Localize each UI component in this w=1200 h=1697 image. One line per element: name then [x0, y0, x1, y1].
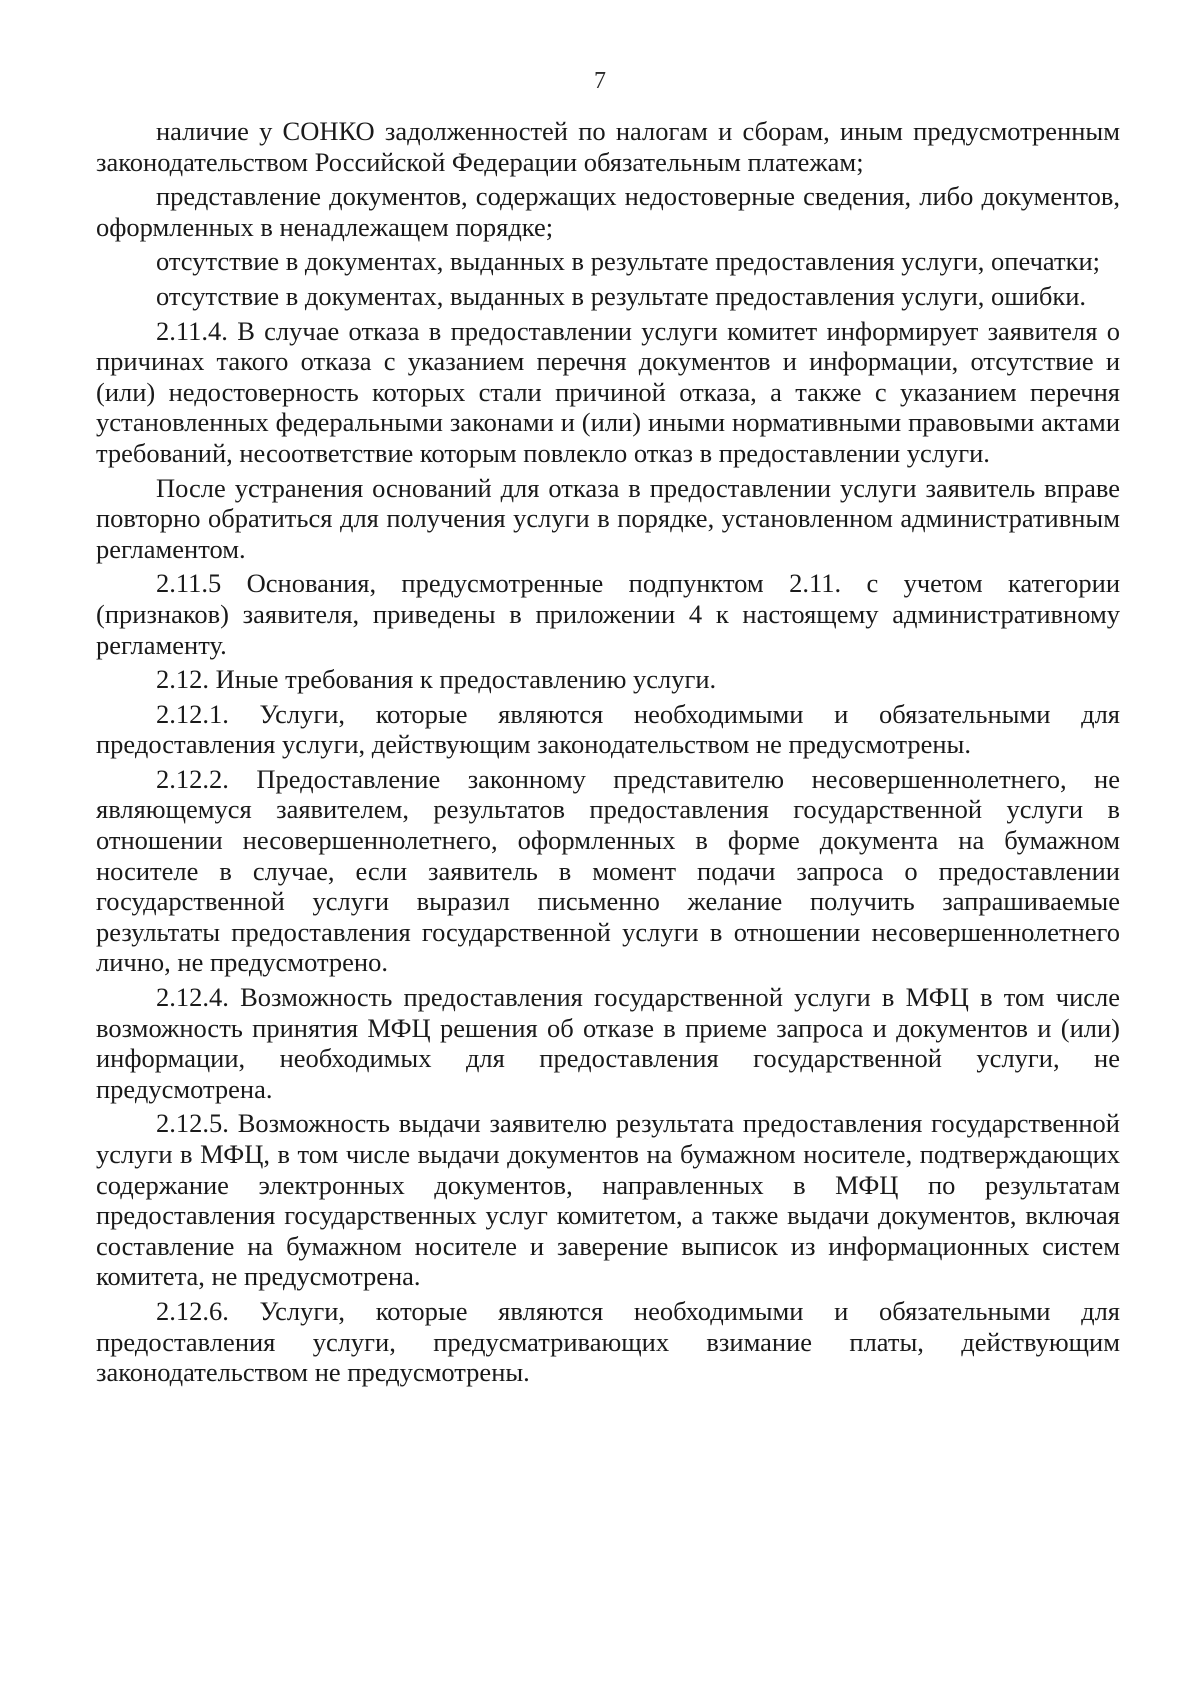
paragraph-2-12-1: 2.12.1. Услуги, которые являются необходимыми и обязательными для предоставления услуги, действующим законодательством не предусмотрены.: [96, 698, 1120, 760]
paragraph-2-12-6: 2.12.6. Услуги, которые являются необходимыми и обязательными для предоставления услуги, предусматривающих взимание платы, действующим законодательством не предусмотрены.: [96, 1295, 1120, 1388]
paragraph-no-typos: отсутствие в документах, выданных в результате предоставления услуги, опечатки;: [156, 246, 1100, 277]
paragraph-unreliable-documents: представление документов, содержащих недостоверные сведения, либо документов, оформленных в ненадлежащем порядке;: [96, 181, 1120, 242]
paragraph-sonko-debts: наличие у СОНКО задолженностей по налогам и сборам, иным предусмотренным законодательством Российской Федерации обязательным платежам;: [96, 116, 1120, 177]
paragraph-no-errors: отсутствие в документах, выданных в результате предоставления услуги, ошибки.: [156, 280, 1087, 311]
document-body: [96, 116, 1120, 1388]
paragraph-2-12-5: 2.12.5. Возможность выдачи заявителю результата предоставления государственной услуги в МФЦ, в том числе выдачи документов на бумажном носителе, подтверждающих содержание электронных документов, направленных в МФЦ по результатам предоставления государственных услуг комитетом, а также выдачи документов, включая составление на бумажном носителе и заверение выписок из информационных систем комитета, не предусмотрена.: [96, 1108, 1120, 1292]
paragraph-2-12: 2.12. Иные требования к предоставлению услуги.: [156, 664, 717, 695]
paragraph-2-11-4: 2.11.4. В случае отказа в предоставлении услуги комитет информирует заявителя о причинах такого отказа с указанием перечня документов и информации, отсутствие и (или) недостоверность которых стали причиной отказа, а также с указанием перечня установленных федеральными законами и (или) иными нормативными правовыми актами требований, несоответствие которым повлекло отказ в предоставлении услуги.: [96, 315, 1120, 468]
paragraph-reapply: После устранения оснований для отказа в предоставлении услуги заявитель вправе повторно обратиться для получения услуги в порядке, установленном административным регламентом.: [96, 472, 1120, 564]
paragraph-2-11-5: 2.11.5 Основания, предусмотренные подпунктом 2.11. с учетом категории (признаков) заявителя, приведены в приложении 4 к настоящему административному регламенту.: [96, 568, 1120, 660]
page-number: 7: [594, 68, 606, 94]
paragraph-2-12-4: 2.12.4. Возможность предоставления государственной услуги в МФЦ в том числе возможность принятия МФЦ решения об отказе в приеме запроса и документов и (или) информации, необходимых для предоставления государственной услуги, не предусмотрена.: [96, 982, 1120, 1104]
paragraph-2-12-2: 2.12.2. Предоставление законному представителю несовершеннолетнего, не являющемуся заявителем, результатов предоставления государственной услуги в отношении несовершеннолетнего, оформленных в форме документа на бумажном носителе в случае, если заявитель в момент подачи запроса о предоставлении государственной услуги выразил письменно желание получить запрашиваемые результаты предоставления государственной услуги в отношении несовершеннолетнего лично, не предусмотрено.: [96, 763, 1120, 978]
